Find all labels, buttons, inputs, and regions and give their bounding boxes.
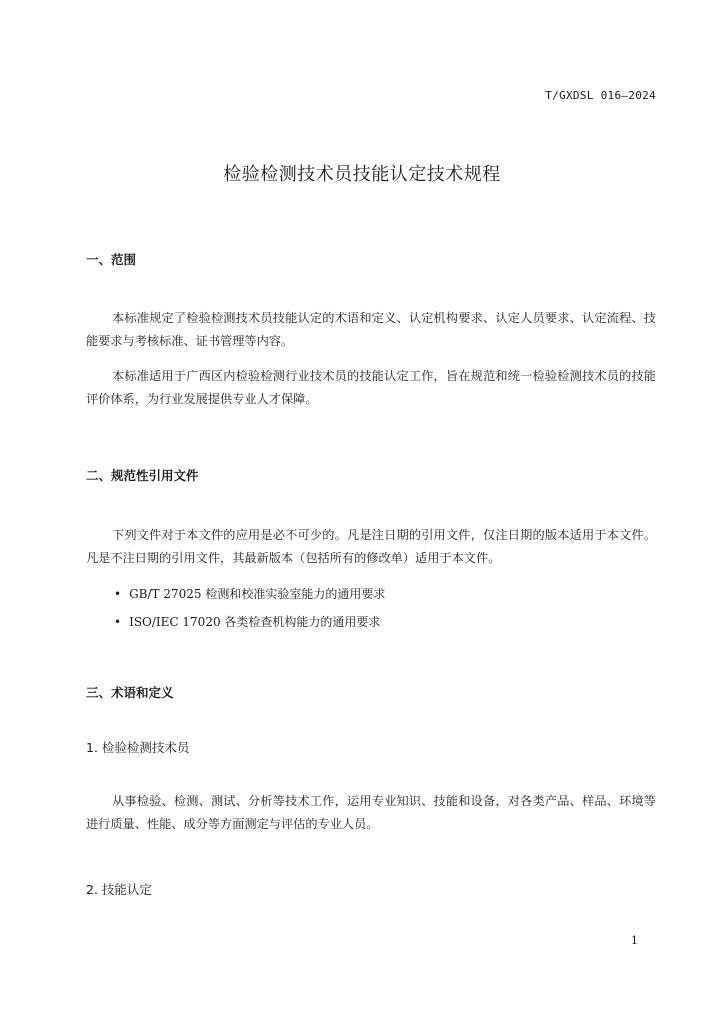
bullet-icon: • bbox=[114, 587, 122, 601]
scope-paragraph-2: 本标准适用于广西区内检验检测行业技术员的技能认定工作，旨在规范和统一检验检测技术员的技能评价体系，为行业发展提供专业人才保障。 bbox=[86, 369, 656, 406]
document-code: T/GXDSL 016—2024 bbox=[545, 89, 656, 102]
reference-item bbox=[114, 613, 380, 630]
reference-text: GB/T 27025 检测和校准实验室能力的通用要求 bbox=[129, 587, 386, 601]
page-number: 1 bbox=[631, 934, 638, 947]
references-paragraph: 下列文件对于本文件的应用是必不可少的。凡是注日期的引用文件，仅注日期的版本适用于本文件。凡是不注日期的引用文件，其最新版本（包括所有的修改单）适用于本文件。 bbox=[86, 528, 656, 565]
section-heading-normative-references: 二、规范性引用文件 bbox=[86, 468, 199, 483]
term-heading-2: 2. 技能认定 bbox=[86, 882, 152, 897]
reference-text: ISO/IEC 17020 各类检查机构能力的通用要求 bbox=[129, 615, 381, 629]
scope-paragraph-1: 本标准规定了检验检测技术员技能认定的术语和定义、认定机构要求、认定人员要求、认定流程、技能要求与考核标准、证书管理等内容。 bbox=[86, 311, 656, 348]
term-heading-1: 1. 检验检测技术员 bbox=[86, 740, 190, 755]
document-title: 检验检测技术员技能认定技术规程 bbox=[223, 164, 501, 185]
bullet-icon: • bbox=[114, 615, 122, 629]
section-heading-terms: 三、术语和定义 bbox=[86, 685, 174, 700]
section-heading-scope: 一、范围 bbox=[86, 252, 137, 267]
term-definition-1: 从事检验、检测、测试、分析等技术工作，运用专业知识、技能和设备，对各类产品、样品、环境等进行质量、性能、成分等方面测定与评估的专业人员。 bbox=[86, 794, 656, 831]
reference-item bbox=[114, 585, 385, 602]
